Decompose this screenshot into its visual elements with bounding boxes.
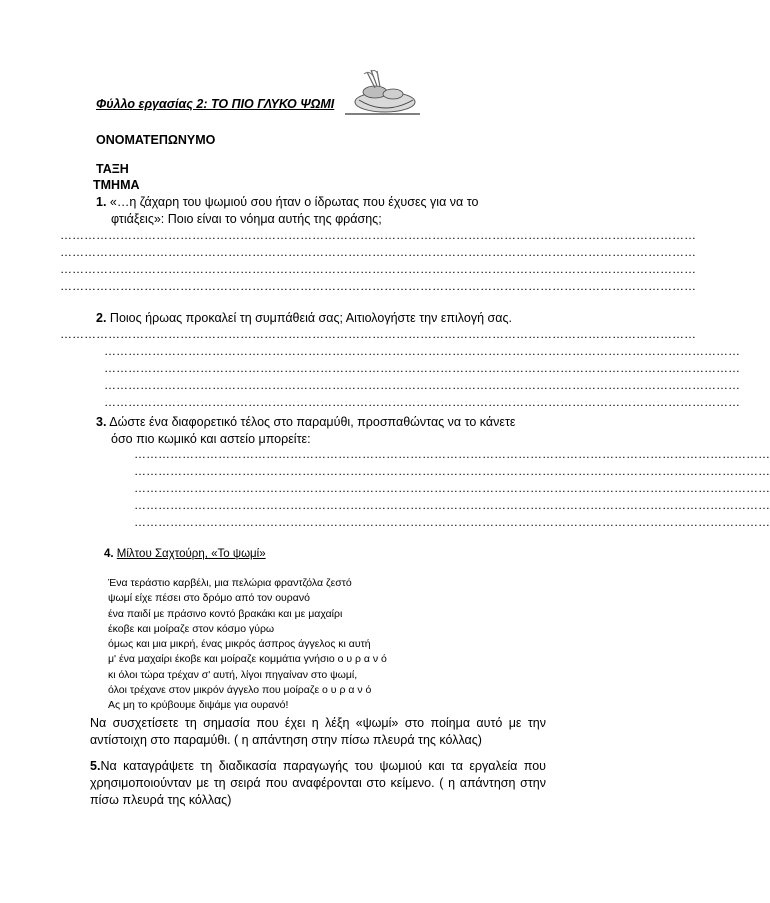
poem [108, 576, 387, 714]
question-1-number: 1. [96, 195, 107, 209]
question-1-line-2: φτιάξεις»: Ποιο είναι το νόημα αυτής της φράσης; [111, 212, 382, 226]
question-3-number: 3. [96, 415, 107, 429]
task-relate: Να συσχετίσετε τη σημασία που έχει η λέξη «ψωμί» στο ποίημα αυτό με την αντίστοιχη στο παραμύθι. ( η απάντηση στην πίσω πλευρά της κόλλας) [90, 716, 546, 747]
answer-line: …………………………………………………………………………………………………………………………………………… [134, 515, 770, 529]
poem-line: κι όλοι τώρα τρέχαν σ' αυτή, λίγοι πηγαίναν στο ψωμί, [108, 668, 358, 681]
question-2 [96, 310, 512, 327]
task-5 [90, 758, 546, 809]
poem-source: Μίλτου Σαχτούρη, «Το ψωμί» [116, 548, 266, 560]
question-1-line-1: «…η ζάχαρη του ψωμιού σου ήταν ο ίδρωτας που έχυσες για να το [109, 195, 479, 209]
answer-line: …………………………………………………………………………………………………………………………………………… [60, 228, 696, 242]
poem-line: όλοι τρέχανε στον μικρόν άγγελο που μοίραζε ο υ ρ α ν ό [108, 684, 372, 697]
answer-line: …………………………………………………………………………………………………………………………………………… [60, 279, 696, 293]
question-3-line-2: όσο πιο κωμικό και αστείο μπορείτε: [111, 432, 311, 446]
answer-line: …………………………………………………………………………………………………………………………………………… [104, 395, 740, 409]
question-3-line-1: Δώστε ένα διαφορετικό τέλος στο παραμύθι, προσπαθώντας να το κάνετε [109, 415, 516, 429]
answer-line: …………………………………………………………………………………………………………………………………………… [104, 344, 740, 358]
question-2-number: 2. [96, 311, 107, 325]
answer-line: …………………………………………………………………………………………………………………………………………… [134, 481, 770, 495]
worksheet-title: Φύλλο εργασίας 2: ΤΟ ΠΙΟ ΓΛΥΚΟ ΨΩΜΙ [96, 97, 335, 111]
poem-line: ένα παιδί με πράσινο κοντό βρακάκι και με μαχαίρι [108, 607, 343, 620]
question-3 [96, 414, 546, 431]
poem-line: όμως και μια μικρή, ένας μικρός άσπρος άγγελος κι αυτή [108, 638, 371, 651]
poem-line: Ένα τεράστιο καρβέλι, μια πελώρια φραντζόλα ζεστό [108, 577, 352, 589]
task-5-number: 5. [90, 759, 101, 773]
answer-line: …………………………………………………………………………………………………………………………………………… [60, 327, 696, 341]
class-field-label: ΤΑΞΗ [96, 162, 129, 176]
answer-line: …………………………………………………………………………………………………………………………………………… [104, 361, 740, 375]
answer-line: …………………………………………………………………………………………………………………………………………… [104, 378, 740, 392]
poem-line: έκοβε και μοίραζε στον κόσμο γύρω [108, 622, 275, 635]
name-field-label: ΟΝΟΜΑΤΕΠΩΝΥΜΟ [96, 133, 216, 147]
answer-line: …………………………………………………………………………………………………………………………………………… [134, 447, 770, 461]
question-4-number: 4. [104, 548, 114, 560]
poem-line: ψωμί είχε πέσει στο δρόμο από τον ουρανό [108, 592, 310, 605]
poem-line: μ' ένα μαχαίρι έκοβε και μοίραζε κομμάτια γνήσιο ο υ ρ α ν ό [108, 653, 387, 666]
answer-line: …………………………………………………………………………………………………………………………………………… [60, 245, 696, 259]
question-2-text: Ποιος ήρωας προκαλεί τη συμπάθειά σας; Αιτιολογήστε την επιλογή σας. [109, 311, 512, 325]
question-4 [104, 548, 266, 560]
answer-line: …………………………………………………………………………………………………………………………………………… [134, 498, 770, 512]
poem-line: Ας μη το κρύβουμε διψάμε για ουρανό! [108, 699, 289, 712]
bread-basket-illustration [345, 68, 420, 116]
task-5-text: Να καταγράψετε τη διαδικασία παραγωγής του ψωμιού και τα εργαλεία που χρησιμοποιούνταν με τη σειρά που αναφέρονται στο κείμενο. ( η απάντηση στην πίσω πλευρά της κόλλας) [90, 759, 546, 807]
answer-line: …………………………………………………………………………………………………………………………………………… [134, 464, 770, 478]
question-1 [96, 194, 546, 211]
answer-line: …………………………………………………………………………………………………………………………………………… [60, 262, 696, 276]
section-field-label: ΤΜΗΜΑ [93, 178, 140, 192]
